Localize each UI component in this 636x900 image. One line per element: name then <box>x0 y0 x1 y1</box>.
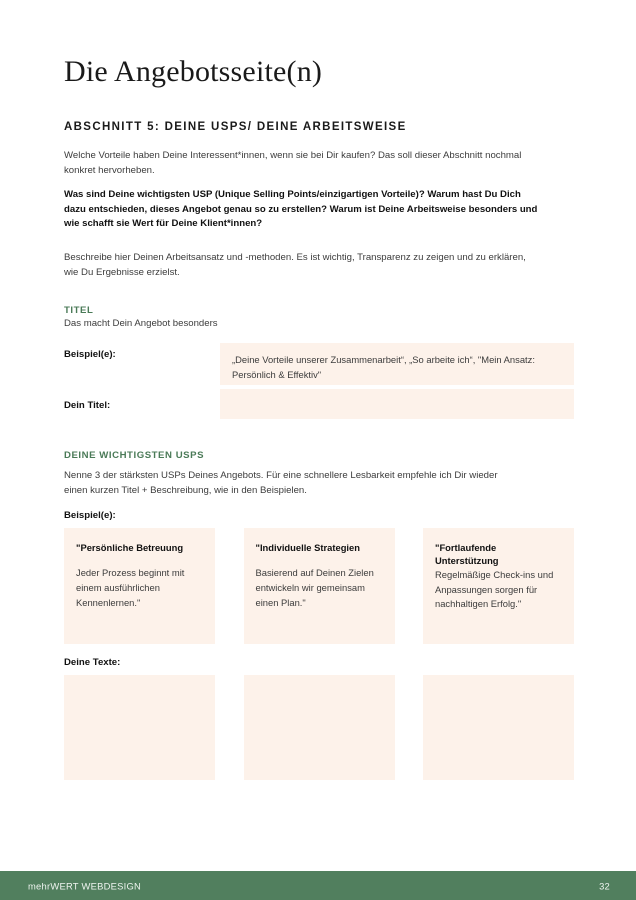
question-paragraph: Was sind Deine wichtigsten USP (Unique Selling Points/einzigartigen Vorteile)? Warum hast Du Dich dazu entschieden, dieses Angebot genau so zu erstellen? Warum ist Deine Arbeitsweise besonders und wie schafft sie Wert für Deine Klient*innen? <box>64 189 538 230</box>
usp-beispiel-label: Beispiel(e): <box>64 510 116 521</box>
deine-texte-label: Deine Texte: <box>64 657 121 668</box>
usp-section-description: Nenne 3 der stärksten USPs Deines Angebots. Für eine schnellere Lesbarkeit empfehle ich Dir wieder einen kurzen Titel + Beschreibung, wie in den Beispielen. <box>64 470 498 497</box>
titel-beispiel-label: Beispiel(e): <box>64 349 116 360</box>
usp-example-cards <box>64 528 574 644</box>
usp-example-card <box>423 528 574 644</box>
describe-paragraph: Beschreibe hier Deinen Arbeitsansatz und -methoden. Es ist wichtig, Transparenz zu zeigen und zu erklären, wie Du Ergebnisse erzielst. <box>64 252 526 278</box>
usp-example-card <box>244 528 395 644</box>
titel-section-subtitle: Das macht Dein Angebot besonders <box>64 318 218 329</box>
intro-paragraph: Welche Vorteile haben Deine Interessent*innen, wenn sie bei Dir kaufen? Das soll dieser Abschnitt nochmal konkret hervorheben. <box>64 150 522 176</box>
footer-page-number: 32 <box>599 880 610 891</box>
usp-answer-boxes <box>64 675 574 780</box>
footer-brand: mehrWERT WEBDESIGN <box>28 880 142 891</box>
usp-section-label: DEINE WICHTIGSTEN USPS <box>64 450 205 461</box>
usp-example-title: "Individuelle Strategien <box>255 542 360 553</box>
dein-titel-input[interactable] <box>220 389 574 419</box>
usp-example-title: "Persönliche Betreuung <box>76 542 184 553</box>
usp-answer-input[interactable] <box>64 675 215 780</box>
titel-beispiel-text: „Deine Vorteile unserer Zusammenarbeit“, „So arbeite ich“, "Mein Ansatz: Persönlich & Effektiv" <box>232 354 535 380</box>
usp-example-title: "Fortlaufende Unterstützung <box>435 542 499 567</box>
usp-answer-input[interactable] <box>423 675 574 780</box>
titel-section-label: TITEL <box>64 305 94 316</box>
page-footer <box>0 871 636 900</box>
usp-example-body: Regelmäßige Check-ins und Anpassungen sorgen für nachhaltigen Erfolg." <box>435 568 554 610</box>
dein-titel-value <box>220 389 574 409</box>
usp-answer-input[interactable] <box>244 675 395 780</box>
usp-example-body: Jeder Prozess beginnt mit einem ausführlichen Kennenlernen." <box>76 567 185 609</box>
section-heading: ABSCHNITT 5: DEINE USPS/ DEINE ARBEITSWEISE <box>64 121 407 133</box>
usp-example-body: Basierend auf Deinen Zielen entwickeln wir gemeinsam einen Plan." <box>255 567 374 609</box>
dein-titel-label: Dein Titel: <box>64 400 111 411</box>
page-title: Die Angebotsseite(n) <box>64 55 323 88</box>
titel-beispiel-box <box>220 343 574 385</box>
usp-example-card <box>64 528 215 644</box>
